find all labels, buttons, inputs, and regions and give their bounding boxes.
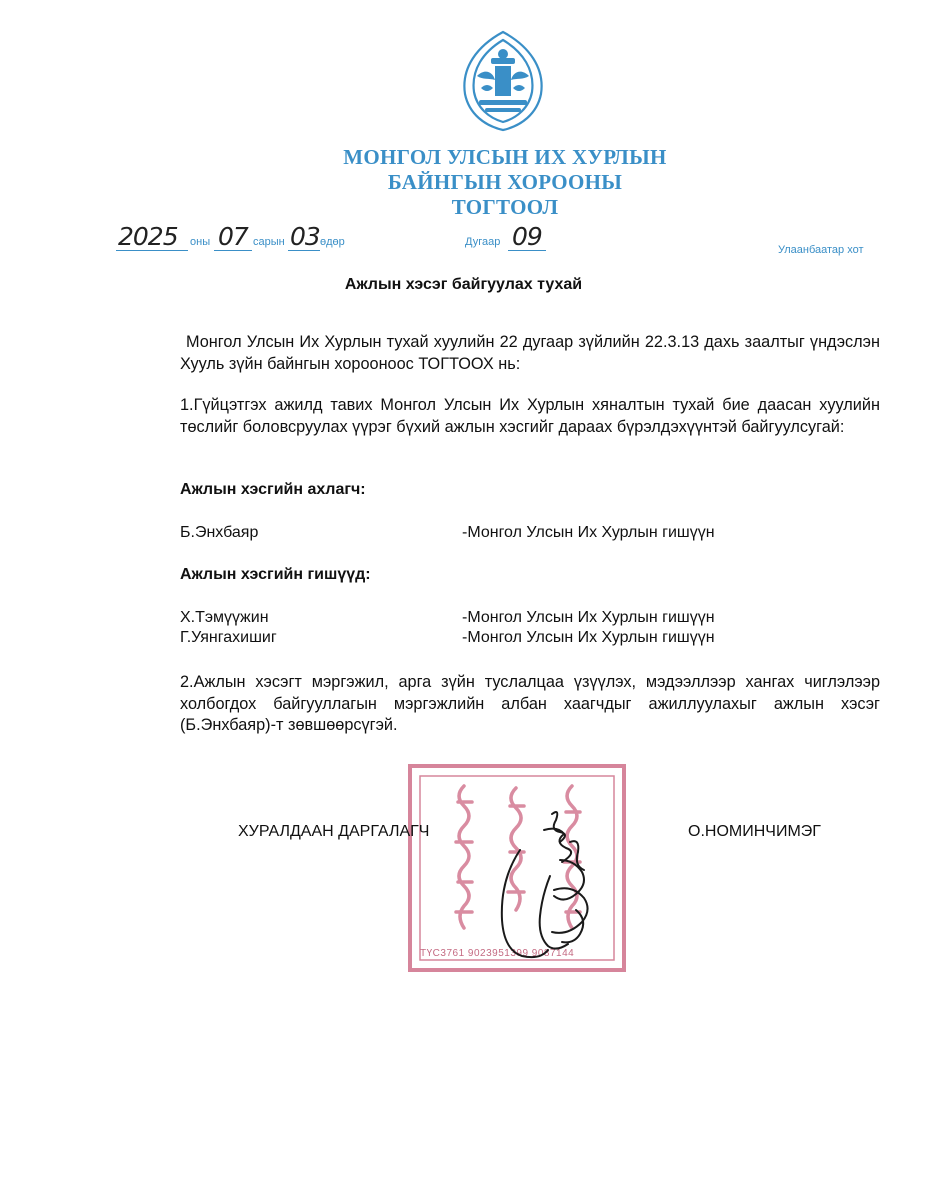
date-number-line bbox=[0, 222, 927, 262]
leader-name: Б.Энхбаяр bbox=[180, 524, 259, 541]
month-underline bbox=[214, 250, 252, 251]
item2-paragraph bbox=[180, 672, 880, 737]
day-value: 03 bbox=[290, 222, 320, 251]
intro-text: Монгол Улсын Их Хурлын тухай хуулийн 22 дугаар зүйлийн 22.3.13 дахь заалтыг үндэслэн Хууль зүйн байнгын хорооноос ТОГТООХ нь: bbox=[180, 333, 880, 373]
year-underline bbox=[116, 250, 188, 251]
number-underline bbox=[508, 250, 546, 251]
month-value: 07 bbox=[218, 222, 248, 251]
stamp-code: ТҮС3761 9023951399 9087144 bbox=[420, 948, 575, 959]
leader-heading: Ажлын хэсгийн ахлагч: bbox=[180, 481, 366, 498]
day-underline bbox=[288, 250, 320, 251]
members-heading: Ажлын хэсгийн гишүүд: bbox=[180, 566, 371, 583]
number-value: 09 bbox=[512, 222, 542, 251]
year-label: оны bbox=[190, 236, 211, 248]
item2-text: 2.Ажлын хэсэгт мэргэжил, арга зүйн туслалцаа үзүүлэх, мэдээллээр хангах чиглэлээр холбогдох байгууллагын мэргэжлийн албан хаагчдыг ажиллуулахыг ажлын хэсэг (Б.Энхбаяр)-т зөвшөөрсүгэй. bbox=[180, 673, 880, 734]
number-label: Дугаар bbox=[465, 236, 501, 248]
org-title-line3: ТОГТООЛ bbox=[451, 195, 559, 219]
location: Улаанбаатар хот bbox=[778, 244, 864, 256]
member-name: Х.Тэмүүжин bbox=[180, 609, 269, 626]
item1-text: 1.Гүйцэтгэх ажилд тавих Монгол Улсын Их Хурлын хяналтын тухай бие даасан хуулийн төслийг боловсруулах үүрэг бүхий ажлын хэсгийг дараах бүрэлдэхүүнтэй байгуулсугай: bbox=[180, 396, 880, 436]
state-emblem-icon bbox=[455, 28, 551, 134]
member-position: -Монгол Улсын Их Хурлын гишүүн bbox=[462, 629, 715, 646]
signatory-name: О.НОМИНЧИМЭГ bbox=[688, 823, 821, 840]
handwritten-signature bbox=[490, 790, 620, 980]
intro-paragraph bbox=[180, 332, 880, 375]
member-position: -Монгол Улсын Их Хурлын гишүүн bbox=[462, 609, 715, 626]
signatory-title: ХУРАЛДААН ДАРГАЛАГЧ bbox=[238, 823, 430, 840]
member-name: Г.Уянгахишиг bbox=[180, 629, 277, 646]
leader-position: -Монгол Улсын Их Хурлын гишүүн bbox=[462, 524, 715, 541]
subject-title: Ажлын хэсэг байгуулах тухай bbox=[344, 276, 583, 293]
org-title-line2: БАЙНГЫН ХОРООНЫ bbox=[387, 170, 623, 194]
year-value: 2025 bbox=[118, 222, 178, 251]
org-title-line1: МОНГОЛ УЛСЫН ИХ ХУРЛЫН bbox=[343, 145, 667, 169]
day-label: өдөр bbox=[320, 236, 345, 248]
item1-paragraph bbox=[180, 395, 880, 438]
month-label: сарын bbox=[253, 236, 285, 248]
organization-title bbox=[300, 145, 710, 220]
